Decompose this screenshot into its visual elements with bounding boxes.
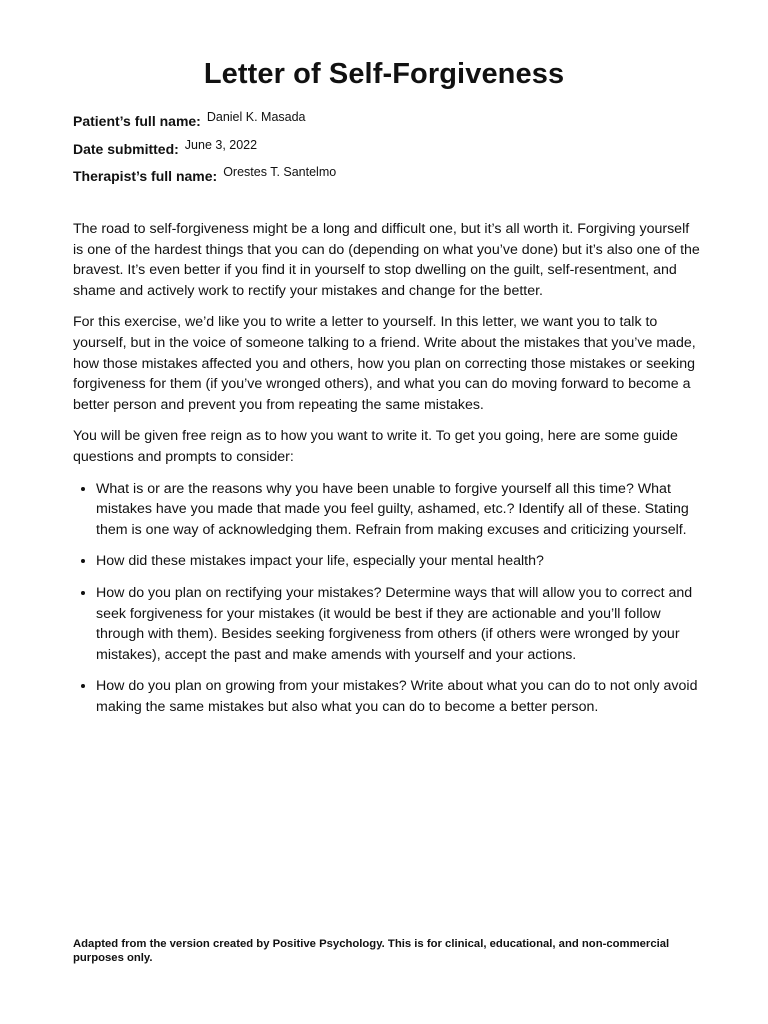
list-item: • How do you plan on rectifying your mistakes? Determine ways that will allow you to correct and seek forgiveness for your mistakes (it would be best if they are actionable and you’ll follow through with them). Besides seeking forgiveness from others (if others were wronged by your mistakes), accept the past and make amends with yourself and your actions. <box>96 583 701 665</box>
field-date-submitted <box>73 138 693 166</box>
field-value-date-submitted: June 3, 2022 <box>184 137 258 152</box>
document-body <box>73 219 701 728</box>
footer-note: Adapted from the version created by Positive Psychology. This is for clinical, educational, and non-commercial purposes only. <box>73 938 670 964</box>
field-label: Patient’s full name: <box>73 113 201 129</box>
exercise-paragraph: For this exercise, we’d like you to write a letter to yourself. In this letter, we want you to talk to yourself, but in the voice of someone talking to a friend. Write about the mistakes that you’ve made, how those mistakes affected you and others, how you plan on correcting those mistakes or seeking forgiveness for them (if you’ve wronged others), and what you can do moving forward to become a better person and prevent you from repeating the same mistakes. <box>73 314 696 413</box>
list-item: • How did these mistakes impact your life, especially your mental health? <box>96 551 701 572</box>
field-label: Therapist’s full name: <box>73 168 218 184</box>
field-patient-name <box>73 110 693 138</box>
prompt-list <box>73 479 701 718</box>
list-item: • How do you plan on growing from your mistakes? Write about what you can do to not only avoid making the same mistakes but also what you can do to become a better person. <box>96 676 701 717</box>
field-value-patient-name: Daniel K. Masada <box>206 110 306 124</box>
intro-paragraph: The road to self-forgiveness might be a long and difficult one, but it’s all worth it. Forgiving yourself is one of the hardest things that you can do (depending on what you’ve done) but it’s also one of the bravest. It’s even better if you find it in yourself to stop dwelling on the guilt, self-resentment, and shame and actively work to rectify your mistakes and change for the better. <box>73 221 700 299</box>
document-title: Letter of Self-Forgiveness <box>203 58 565 90</box>
field-label: Date submitted: <box>73 140 179 157</box>
field-therapist-name <box>73 165 693 193</box>
list-item: • What is or are the reasons why you have been unable to forgive yourself all this time? What mistakes have you made that made you feel guilty, ashamed, etc.? Identify all of these. Stating them is one way of acknowledging them. Refrain from making excuses and criticizing yourself. <box>96 479 701 541</box>
guide-paragraph: You will be given free reign as to how you want to write it. To get you going, here are some guide questions and prompts to consider: <box>73 428 678 465</box>
field-value-therapist-name: Orestes T. Santelmo <box>223 165 337 179</box>
patient-info-fields <box>73 110 693 193</box>
